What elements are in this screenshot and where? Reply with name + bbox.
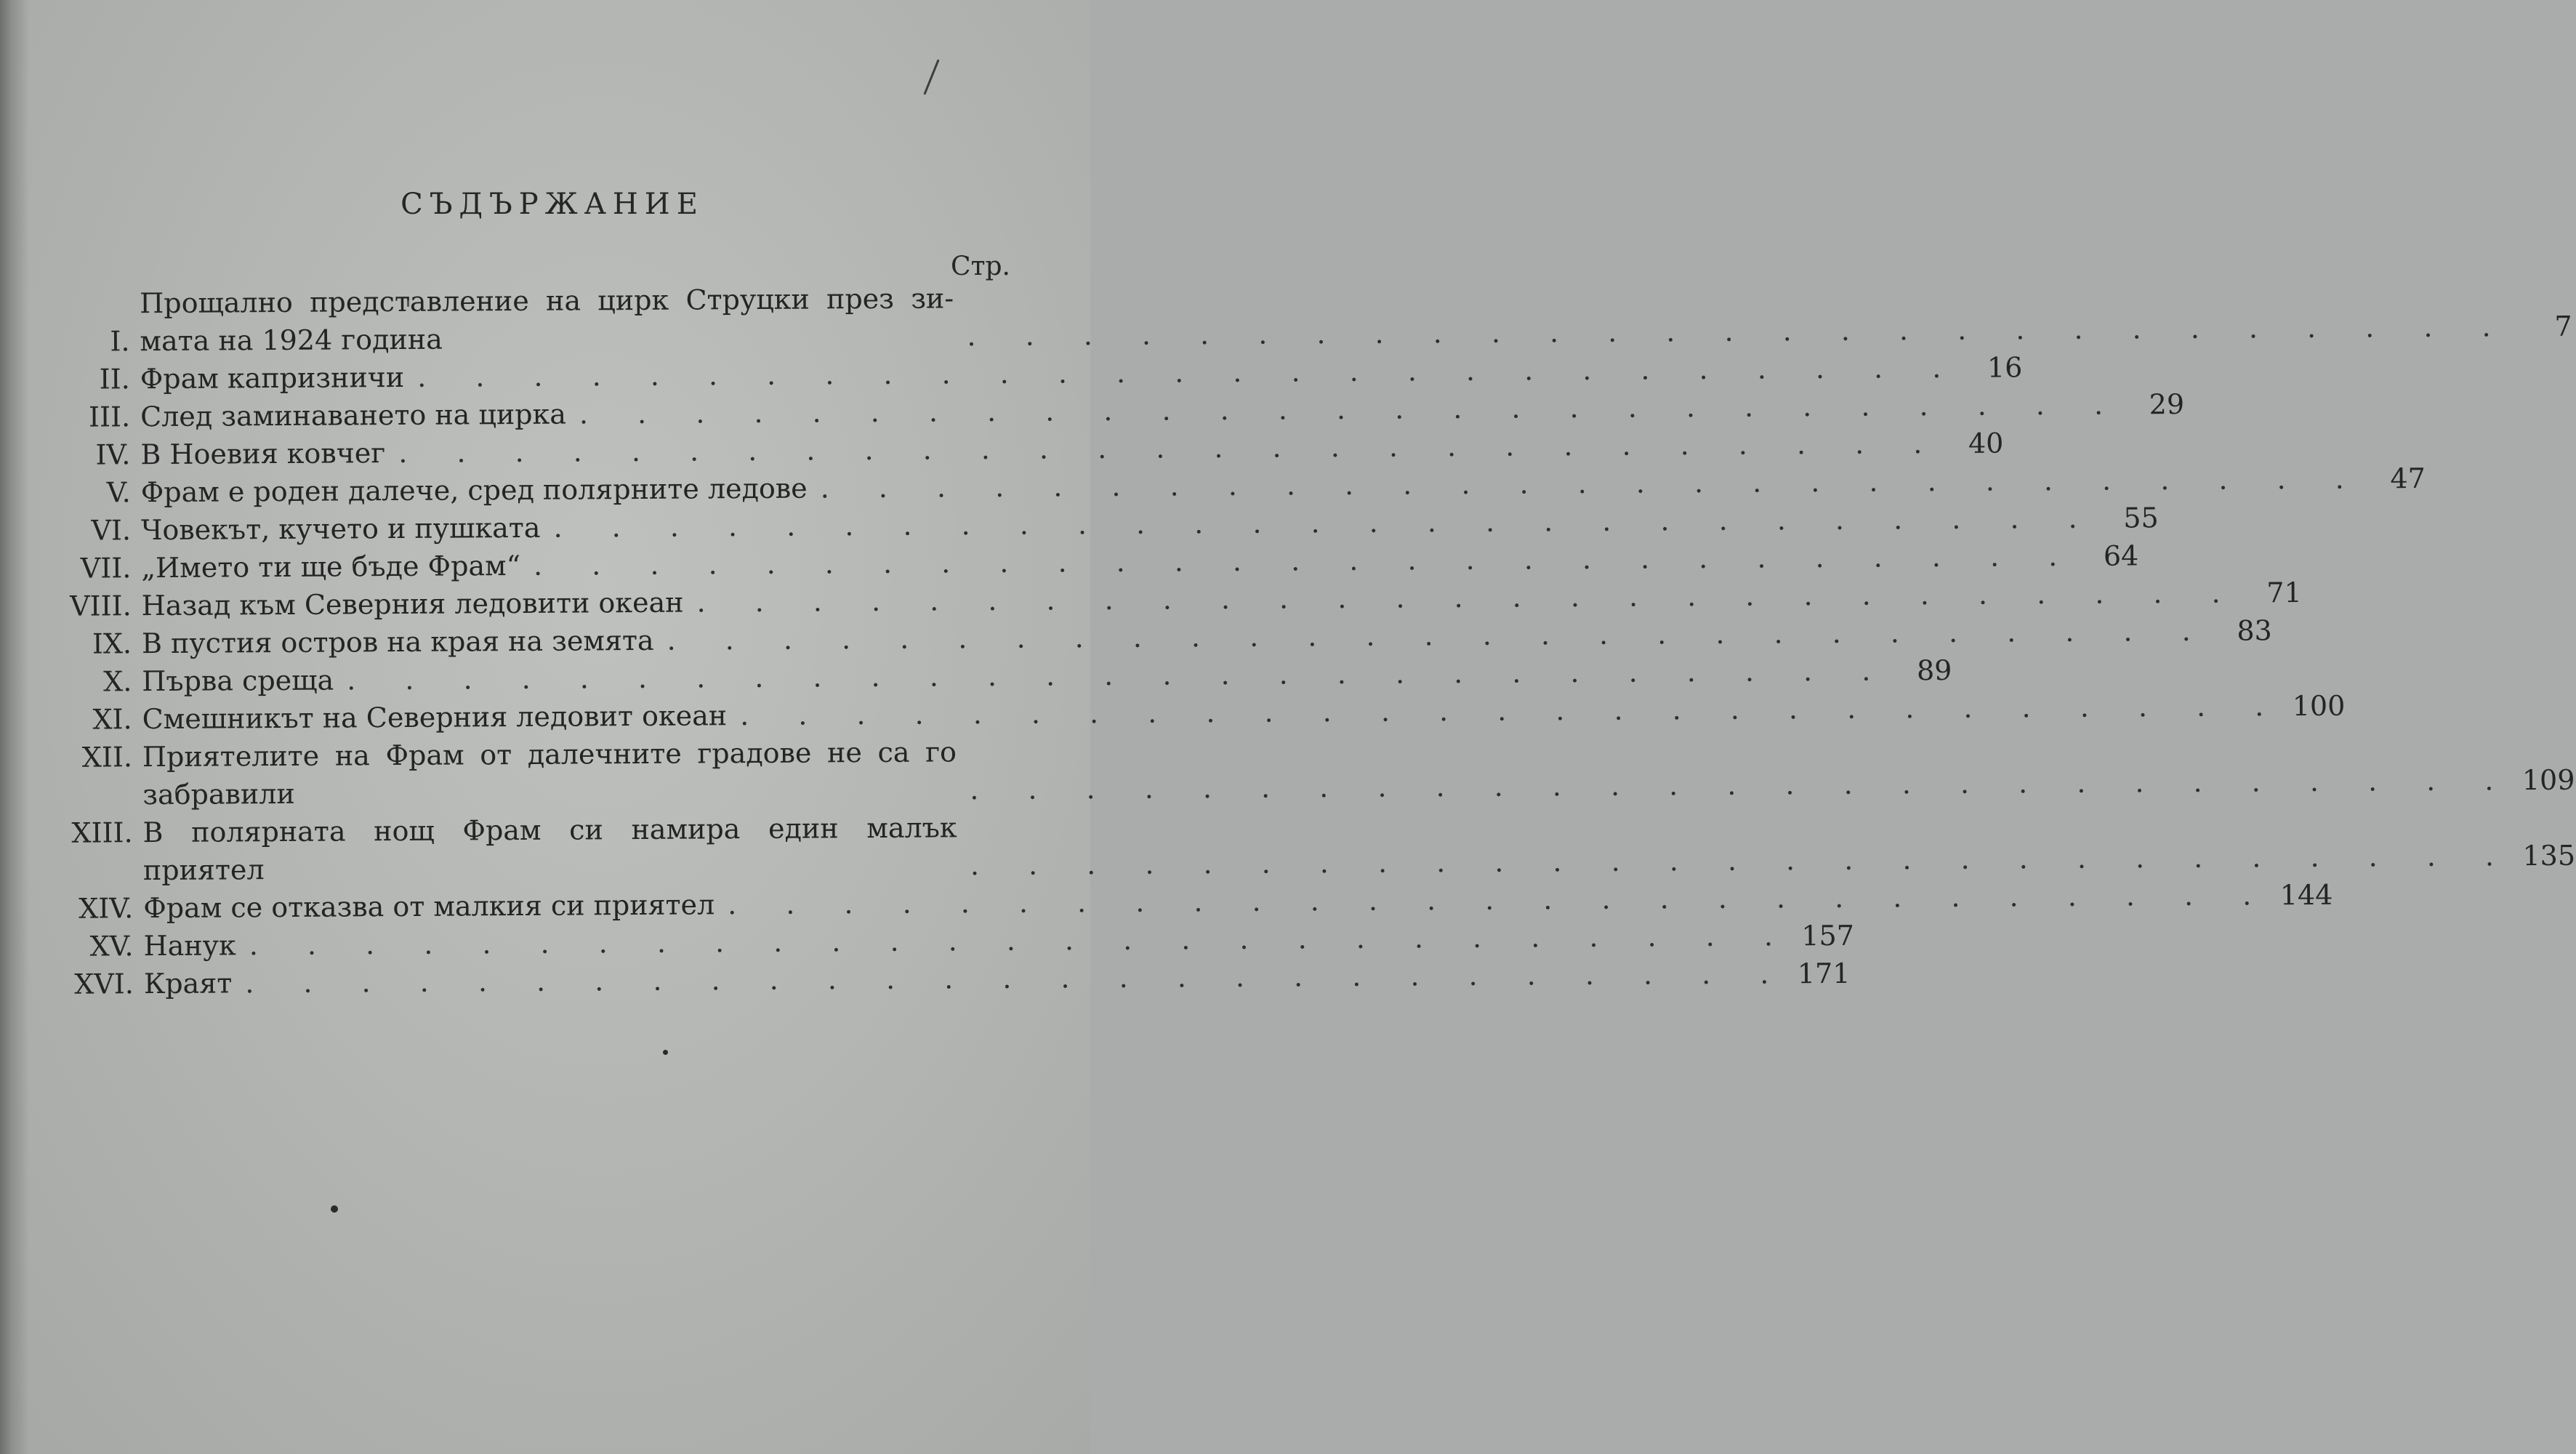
page-number: 64 (2103, 539, 2139, 572)
page-number: 40 (1968, 427, 2004, 459)
toc-entry (48, 957, 1851, 1003)
chapter-number: VIII. (70, 590, 132, 622)
dot-leader: . . . . . . . . . . . . . . . . . . . . . . . . . . . (967, 310, 2511, 353)
chapter-number: XI. (92, 703, 132, 736)
toc-entry (46, 614, 2272, 663)
dot-leader: . . . . . . . . . . . . . . . . . . . . . . . . . . . (533, 539, 2078, 582)
chapter-number: XII. (81, 741, 133, 774)
dot-leader: . . . . . . . . . . . . . . . . . . . . . . . . . . . (579, 388, 2124, 430)
page-number: 89 (1916, 654, 1952, 687)
chapter-title: Човекът, кучето и пушката (140, 511, 541, 547)
toc-entry (46, 654, 1952, 701)
chapter-title: Фрам капризничи (140, 361, 405, 395)
chapter-number: XIII. (71, 816, 133, 849)
dot-leader: . . . . . . . . . . . . . . . . . . . . . . . . . . . (245, 957, 1790, 1000)
chapter-number: XIV. (79, 892, 134, 925)
ink-speck (331, 1205, 338, 1213)
page-number: 29 (2149, 388, 2185, 421)
page-number: 47 (2390, 462, 2426, 495)
chapter-title: Първа среща (142, 664, 334, 698)
dot-leader: . . . . . . . . . . . . . . . . . . . . . . . . . . . (970, 840, 2515, 882)
chapter-title: Смешникът на Северния ледовит океан (142, 699, 728, 736)
chapter-number: VII. (80, 552, 132, 585)
chapter-title: Приятелите на Фрам от далечните градове не са го (142, 736, 957, 774)
toc-entry (46, 689, 2346, 739)
chapter-title: В Ноевия ковчег (140, 437, 386, 471)
chapter-title: „Името ти ще бъде Фрам“ (141, 549, 521, 585)
chapter-title: В полярната нощ Фрам си намира един малък (142, 811, 957, 849)
dot-leader: . . . . . . . . . . . . . . . . . . . . . . . . . . . (820, 462, 2364, 505)
page-title: СЪДЪРЖАНИЕ (401, 188, 704, 221)
toc-entry (44, 388, 2185, 436)
chapter-title: Фрам се отказва от малкия си приятел (143, 888, 715, 925)
chapter-title-continued: забравили (142, 777, 295, 811)
toc-entry (46, 577, 2302, 625)
toc-entry (47, 919, 1855, 965)
page-number: 55 (2123, 502, 2159, 534)
page-number: 144 (2279, 878, 2333, 912)
toc-entry (45, 462, 2426, 512)
page-number: 83 (2237, 614, 2272, 647)
page-number: 157 (1801, 919, 1855, 952)
dot-leader: . . . . . . . . . . . . . . . . . . . . . . . . . . . (667, 614, 2211, 656)
chapter-title: Прощално представление на цирк Струцки през зи- (140, 282, 954, 320)
dot-leader: . . . . . . . . . . . . . . . . . . . . . . . . . . . (347, 654, 1891, 696)
page-number: 109 (2521, 763, 2575, 797)
dot-leader: . . . . . . . . . . . . . . . . . . . . . . . . . . . (970, 764, 2514, 806)
chapter-number: V. (106, 476, 131, 509)
page-number: 135 (2522, 839, 2576, 872)
dot-leader: . . . . . . . . . . . . . . . . . . . . . . . . . . . (398, 427, 1943, 470)
chapter-number: VI. (91, 514, 132, 547)
chapter-number: XVI. (74, 968, 134, 1000)
dot-leader: . . . . . . . . . . . . . . . . . . . . . . . . . . . (740, 690, 2285, 732)
toc-entry (45, 502, 2159, 550)
chapter-number: IV. (95, 438, 131, 471)
chapter-number: I. (110, 325, 130, 358)
toc-entry (47, 808, 2576, 890)
dot-leader: . . . . . . . . . . . . . . . . . . . . . . . . . . . (417, 351, 1962, 393)
toc-entry (44, 427, 2004, 474)
toc-entry (44, 279, 2572, 361)
toc-entry (45, 539, 2139, 587)
dot-leader: . . . . . . . . . . . . . . . . . . . . . . . . . . . (696, 577, 2241, 619)
ink-speck (663, 1050, 668, 1055)
chapter-title: Назад към Северния ледовити океан (141, 586, 684, 622)
toc-entry (47, 878, 2333, 928)
pen-mark (923, 59, 939, 95)
chapter-number: X. (103, 665, 132, 698)
page-column-label: Стр. (951, 252, 1010, 281)
chapter-number: IX. (92, 627, 132, 660)
dot-leader: . . . . . . . . . . . . . . . . . . . . . . . . . . . (553, 502, 2098, 544)
page-number: 7 (2554, 310, 2572, 342)
page-number: 100 (2292, 689, 2346, 723)
chapter-title-continued: мата на 1924 година (140, 323, 443, 358)
chapter-number: II. (99, 363, 130, 395)
chapter-title: След заминаването на цирка (140, 398, 567, 433)
table-of-contents (44, 279, 2576, 1003)
page-number: 71 (2266, 577, 2302, 609)
toc-entry (47, 733, 2575, 814)
chapter-number: III. (88, 401, 131, 433)
page-number: 171 (1797, 957, 1851, 990)
chapter-title: Нанук (143, 929, 236, 963)
chapter-title: Краят (143, 967, 233, 1000)
chapter-title: Фрам е роден далече, сред полярните ледове (140, 472, 808, 509)
chapter-title: В пустия остров на края на земята (141, 624, 654, 660)
toc-entry (44, 351, 2023, 398)
chapter-title-continued: приятел (142, 853, 265, 887)
page-number: 16 (1987, 351, 2023, 384)
dot-leader: . . . . . . . . . . . . . . . . . . . . . . . . . . . (728, 879, 2272, 921)
dot-leader: . . . . . . . . . . . . . . . . . . . . . . . . . . . (249, 920, 1794, 962)
chapter-number: XV. (89, 930, 134, 963)
